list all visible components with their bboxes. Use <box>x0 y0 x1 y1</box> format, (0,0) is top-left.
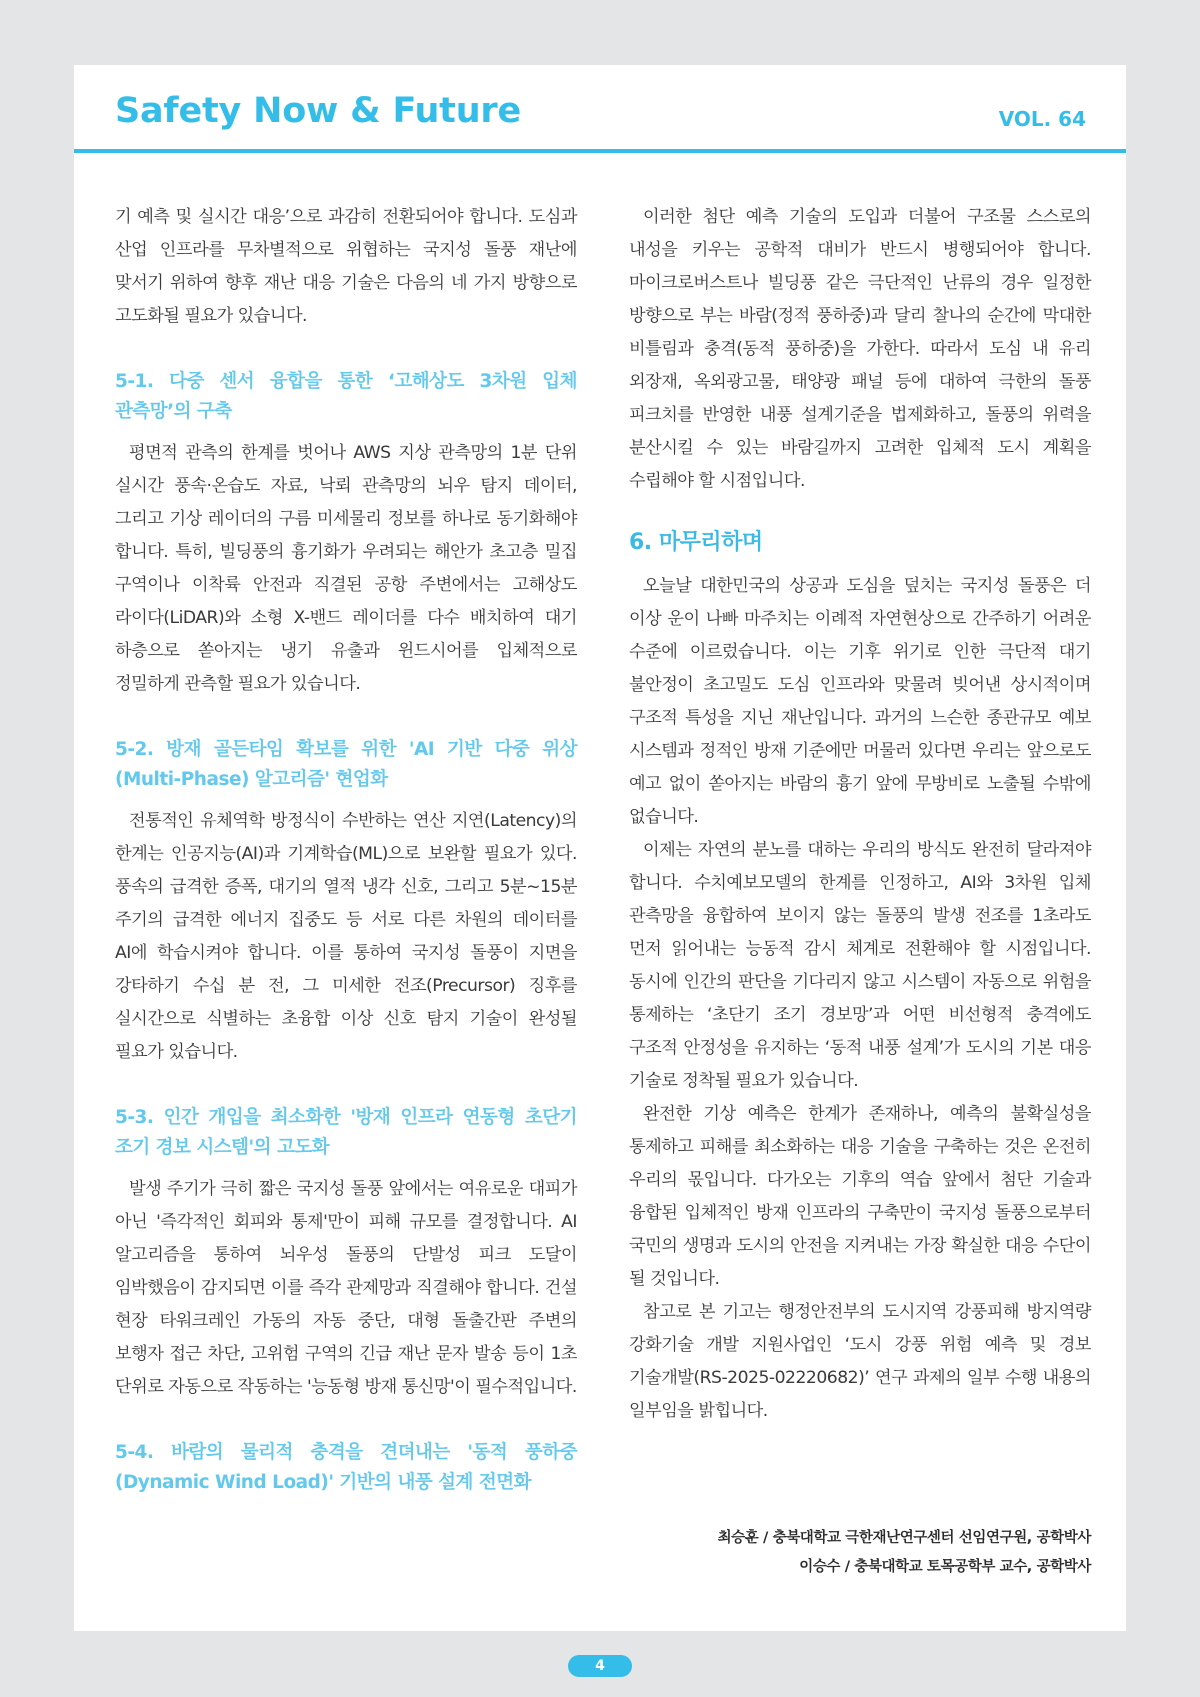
right-column <box>629 201 1091 1428</box>
right-paragraph-2: 오늘날 대한민국의 상공과 도심을 덮치는 국지성 돌풍은 더 이상 운이 나빠 마주치는 이례적 자연현상으로 간주하기 어려운 수준에 이르렀습니다. 이는 기후 위기로 인한 극단적 대기 불안정이 초고밀도 도심 인프라와 맞물려 빚어낸 상시적이며 구조적 특성을 지닌 재난입니다. 과거의 느슨한 종관규모 예보 시스템과 정적인 방재 기준에만 머물러 있다면 우리는 앞으로도 예고 없이 쏟아지는 바람의 흉기 앞에 무방비로 노출될 수밖에 없습니다. <box>629 576 1091 827</box>
author-credits <box>629 1524 1091 1582</box>
right-paragraph-4: 완전한 기상 예측은 한계가 존재하나, 예측의 불확실성을 통제하고 피해를 최소화하는 대응 기술을 구축하는 것은 온전히 우리의 몫입니다. 다가오는 기후의 역습 앞에서 첨단 기술과 융합된 입체적인 방재 인프라의 구축만이 국지성 돌풍으로부터 국민의 생명과 도시의 안전을 지켜내는 가장 확실한 대응 수단이 될 것입니다. <box>629 1104 1091 1289</box>
section-5-3-body: 발생 주기가 극히 짧은 국지성 돌풍 앞에서는 여유로운 대피가 아닌 '즉각적인 회피와 통제'만이 피해 규모를 결정합니다. AI 알고리즘을 통하여 뇌우성 돌풍의 단발성 피크 도달이 임박했음이 감지되면 이를 즉각 관제망과 직결해야 합니다. 건설 현장 타워크레인 가동의 자동 중단, 대형 돌출간판 주변의 보행자 접근 차단, 고위험 구역의 긴급 재난 문자 발송 등이 1초 단위로 자동으로 작동하는 '능동형 방재 통신망'이 필수적입니다. <box>115 1179 577 1397</box>
right-paragraph-5: 참고로 본 기고는 행정안전부의 도시지역 강풍피해 방지역량 강화기술 개발 지원사업인 ‘도시 강풍 위험 예측 및 경보 기술개발(RS-2025-02220682)’ 연구 과제의 일부 수행 내용의 일부임을 밝힙니다. <box>629 1302 1091 1421</box>
magazine-title: Safety Now & Future <box>115 91 522 131</box>
section-5-4-heading: 5-4. 바람의 물리적 충격을 견뎌내는 '동적 풍하중(Dynamic Wind Load)' 기반의 내풍 설계 전면화 <box>115 1442 577 1493</box>
volume-label: VOL. 64 <box>998 107 1086 131</box>
author-line: 이승수 / 충북대학교 토목공학부 교수, 공학박사 <box>799 1559 1091 1575</box>
section-5-1-heading: 5-1. 다중 센서 융합을 통한 ‘고해상도 3차원 입체 관측망’의 구축 <box>115 371 577 422</box>
section-6-heading: 6. 마무리하며 <box>629 530 763 555</box>
left-column <box>115 201 577 1498</box>
page-header <box>74 65 1126 153</box>
right-paragraph-1: 이러한 첨단 예측 기술의 도입과 더불어 구조물 스스로의 내성을 키우는 공학적 대비가 반드시 병행되어야 합니다. 마이크로버스트나 빌딩풍 같은 극단적인 난류의 경우 일정한 방향으로 부는 바람(정적 풍하중)과 달리 찰나의 순간에 막대한 비틀림과 충격(동적 풍하중)을 가한다. 따라서 도심 내 유리 외장재, 옥외광고물, 태양광 패널 등에 대하여 극한의 돌풍 피크치를 반영한 내풍 설계기준을 법제화하고, 돌풍의 위력을 분산시킬 수 있는 바람길까지 고려한 입체적 도시 계획을 수립해야 할 시점입니다. <box>629 207 1091 491</box>
section-5-3-heading: 5-3. 인간 개입을 최소화한 '방재 인프라 연동형 초단기 조기 경보 시스템'의 고도화 <box>115 1107 577 1158</box>
author-line: 최승훈 / 충북대학교 극한재난연구센터 선임연구원, 공학박사 <box>717 1530 1091 1546</box>
header-divider <box>74 149 1126 153</box>
page-number-badge: 4 <box>568 1655 632 1677</box>
intro-paragraph: 기 예측 및 실시간 대응’으로 과감히 전환되어야 합니다. 도심과 산업 인프라를 무차별적으로 위협하는 국지성 돌풍 재난에 맞서기 위하여 향후 재난 대응 기술은 다음의 네 가지 방향으로 고도화될 필요가 있습니다. <box>115 207 577 326</box>
section-5-2-body: 전통적인 유체역학 방정식이 수반하는 연산 지연(Latency)의 한계는 인공지능(AI)과 기계학습(ML)으로 보완할 필요가 있다. 풍속의 급격한 증폭, 대기의 열적 냉각 신호, 그리고 5분~15분 주기의 급격한 에너지 집중도 등 서로 다른 차원의 데이터를 AI에 학습시켜야 합니다. 이를 통하여 국지성 돌풍이 지면을 강타하기 수십 분 전, 그 미세한 전조(Precursor) 징후를 실시간으로 식별하는 초융합 이상 신호 탐지 기술이 완성될 필요가 있습니다. <box>115 811 577 1062</box>
page <box>74 65 1126 1631</box>
section-5-2-heading: 5-2. 방재 골든타임 확보를 위한 'AI 기반 다중 위상(Multi-Phase) 알고리즘' 현업화 <box>115 739 577 790</box>
right-paragraph-3: 이제는 자연의 분노를 대하는 우리의 방식도 완전히 달라져야 합니다. 수치예보모델의 한계를 인정하고, AI와 3차원 입체 관측망을 융합하여 보이지 않는 돌풍의 발생 전조를 1초라도 먼저 읽어내는 능동적 감시 체계로 전환해야 할 시점입니다. 동시에 인간의 판단을 기다리지 않고 시스템이 자동으로 위험을 통제하는 ‘초단기 조기 경보망’과 어떤 비선형적 충격에도 구조적 안정성을 유지하는 ‘동적 내풍 설계’가 도시의 기본 대응 기술로 정착될 필요가 있습니다. <box>629 840 1091 1091</box>
section-5-1-body: 평면적 관측의 한계를 벗어나 AWS 지상 관측망의 1분 단위 실시간 풍속·온습도 자료, 낙뢰 관측망의 뇌우 탐지 데이터, 그리고 기상 레이더의 구름 미세물리 정보를 하나로 동기화해야 합니다. 특히, 빌딩풍의 흉기화가 우려되는 해안가 초고층 밀집 구역이나 이착륙 안전과 직결된 공항 주변에서는 고해상도 라이다(LiDAR)와 소형 X-밴드 레이더를 다수 배치하여 대기 하층으로 쏟아지는 냉기 유출과 윈드시어를 입체적으로 정밀하게 관측할 필요가 있습니다. <box>115 443 577 694</box>
